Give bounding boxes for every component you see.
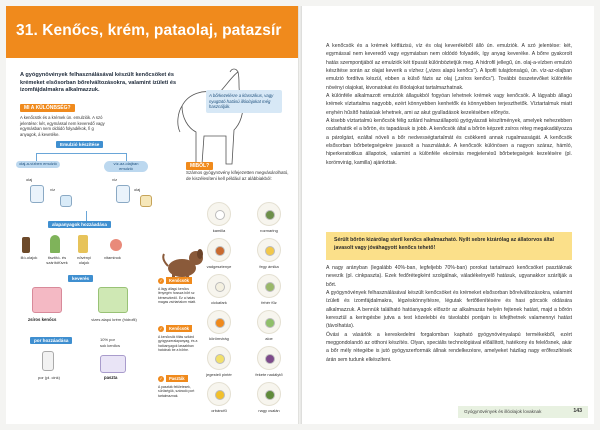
vegetable-oil-bottle-icon	[78, 235, 88, 253]
herb-illustration-icon	[207, 238, 231, 262]
herb-name: orbáncfű	[211, 408, 227, 413]
footer-book-title: Gyógynövények és illóolajok lovaknak	[464, 409, 542, 414]
herb-illustration-icon	[207, 382, 231, 406]
flow-connector	[126, 153, 127, 161]
flow-powder-note: sok kenőcs	[100, 343, 121, 348]
side-note-title-2: Kenőcsök	[166, 325, 192, 332]
beaker-icon	[116, 185, 130, 203]
left-page	[6, 6, 298, 424]
herb-item	[194, 202, 244, 238]
side-note-text-1: A lágy állagú kenőcs lényegén hossza bőrt sz kérseszkedő. Ez a hatás magas zsírtartalom miatt.	[158, 287, 197, 305]
difference-text: A kenőcsök és a krémek ún. emulziók. A szó jelentése: két, egymással nem keveredő vagy egymásban nem oldódó folyadékok, fi g anyagok, á kevetéke.	[20, 115, 105, 138]
body-text-top	[326, 42, 572, 167]
horse-icon	[174, 66, 292, 176]
body-text-bottom	[326, 264, 572, 364]
vitamin-icon	[110, 239, 122, 251]
paragraph: A kenőcsök és a krémek kétfázisú, víz és olaj keverékéből álló ún. emulziók. A szó jelentése: két, egymással nem keveredő vagy egymásban nem oldódó folyadék, így anyag keveréke. A bőrre gyakorolt hatás szempontjából az emulziók két típusát különböztetjük meg. A hidrofil jellegű, ún. olaj-a-vízben emulzió készítése során az olajat keverik a vízhez („vizes alapú kenőcs”). A lipofil tulajdonságú, ún. víz-az-olajban emulzió fordítva készül, ebben a külső fázis az olaj („zsíros kenőcs”). További összetevőket különféle növényi olajokat, kivonatokat és illóolajokat tartalmazhatnak.	[326, 43, 572, 91]
herb-name: rozmaring	[260, 228, 278, 233]
flow-pill-oil-in-water: olaj-a-vízben emulzió	[16, 161, 60, 168]
tip-text: Számos gyógynövény kifejezetten megvásárolható, de kiszélesíteni kell például az alábbiakból:	[186, 170, 289, 182]
paragraph: A kisebb víztartalmú kenőcsök félig szilárd halmazállapotú gyógyászati készítmények, amelyek nehezebben oszlathatók el a bőrön, és tapadásuk is jobb. A kenőcsök által a bőrön képzett zsíros réteg megakadályozza a párolgást, ezáltal növeli a bőr nedvességtartalmát és csökkenti annak rugalmasságát. A kenőcsök elsősorban bőrbetegségekre javasolt a használatuk. A kenőcsök különösen a nagyon száraz, hámló, hiperkeratotikus állapotok, valamint a különféle ekcémás megjelenésű bőrbetegségek kezelésére (pl. korömvirág, kamilla) ajánlottak.	[326, 118, 572, 166]
beaker-icon	[140, 195, 152, 207]
herb-name: vadgesztenye	[206, 264, 232, 269]
flow-mix-tag: keverés	[68, 275, 93, 282]
paragraph: A gyógynövények felhasználásával készült kenőcsöket és krémeket elsősorban bőrelváltozásokra, valamint ízületi és izomfájdalmakra, légzéskönnyítésre, légutak fertőtlenítésére és hasi görcsök oldására alkalmazzuk. A bennük található hatóanyagok először az alkalmazás helyén fejtenek hatást, majd a bőrön keresztül a keringésbe jutva a test közelebbi és távolabbi pontjain is kifejthetnek valamennyi hatást (távolhatás).	[326, 290, 572, 330]
flow-powder-tag: por hozzáadása	[30, 337, 72, 344]
flow-oil2-label: olaj	[134, 187, 141, 192]
side-note-title-3: Paszták	[166, 375, 188, 382]
side-note-title-1: Kenőcsök	[166, 277, 192, 284]
herb-item	[244, 238, 294, 274]
herb-name: fekete nadálytő	[255, 372, 283, 377]
paragraph: A különféle alkalmazott emulziók állagukból fogyóan lehetnek krémek vagy kenőcsök. A lágyabb állagú krémek víztartalma nagyobb, ezért könnyebben kenhetők és könnyebben terjeszthetők. Víztartalmuk miatt enyhén hűsítő hatásúak lehetnek, ami az akut gyulladások kezelésében előnyös.	[326, 93, 572, 116]
chapter-intro: A gyógynövények felhasználásával készült kenőcsöket és krémeket elsősorban bőrelváltozásokra, valamint ízületi és izomfájdalmakra alkalmazzuk.	[20, 72, 177, 94]
cream-jar-icon	[98, 287, 128, 313]
note-bullet-icon: ✓	[159, 376, 163, 381]
chapter-title-band	[6, 6, 298, 58]
herb-name: fegy ámika	[259, 264, 279, 269]
horse-illustration	[174, 66, 292, 176]
herb-item	[244, 310, 294, 346]
beaker-icon	[60, 195, 72, 207]
oil-bottle-icon	[22, 237, 30, 253]
page-number: 143	[573, 408, 582, 414]
note-bullet-icon: ✓	[159, 326, 163, 331]
flow-connector	[36, 153, 37, 161]
chapter-title: 31. Kenőcs, krém, pataolaj, patazsír	[16, 22, 282, 39]
herb-illustration-icon	[257, 346, 281, 370]
herb-name: cickafark	[211, 300, 227, 305]
flow-powder-pct: 10% por	[100, 337, 115, 342]
herb-illustration-icon	[207, 310, 231, 334]
herb-name: jegesteli pintér	[206, 372, 232, 377]
ointment-label: zsíros kenőcs	[28, 317, 57, 322]
paste-label: paszta	[104, 375, 118, 380]
herb-name: nagy csalán	[258, 408, 280, 413]
flow-veg-label: növényi olajok	[77, 255, 91, 265]
herb-item	[194, 274, 244, 310]
herb-name: körömvirág	[209, 336, 229, 341]
herb-illustration-icon	[257, 202, 281, 226]
herb-illustration-icon	[257, 274, 281, 298]
herb-item	[244, 202, 294, 238]
paragraph: A nagy arányban (legalább 40%-ban, legfeljebb 70%-ban) porokat tartalmazó kenőcsöket pasztáknak nevezik (pl. cinkpaszta). Ezek fedőrétegként szolgálnak, váladékelnyelő hatásuk, ugyanakkor szárítják a bőrt.	[326, 265, 572, 288]
flow-pill-water-in-oil: víz-az-olajban emulzió	[104, 161, 148, 172]
paragraph: Óvási a vásárlók a kereskedelmi forgalomban kapható gyógynövényalapú termékekből, ezért meggondolandó az otthoni készítés. Olyan, speciális technológiával előállított, hatékony és felelősnek, akár a bőr mély rétegébe is jutó gyógyszerformák állnak rendelkezésre, amelyeket házilag nagy erőfeszítések árán sem tudunk elkészíteni.	[326, 331, 572, 363]
flow-oil-label: olaj	[26, 177, 33, 182]
herb-illustration-icon	[257, 238, 281, 262]
flow-base-label: alapanyagok hozzáadása	[48, 221, 111, 228]
flow-vitamins-label: vitaminok	[104, 255, 121, 260]
flow-water2-label: víz	[112, 177, 118, 182]
flow-oils-label: illó-olajok	[20, 255, 38, 260]
herb-item	[244, 346, 294, 382]
herb-illustration-icon	[257, 382, 281, 406]
horse-note: A bőrkezelésre a klasszikus, vagy nyugtató hatású illóolajokat még használják.	[206, 90, 282, 113]
herb-item	[244, 274, 294, 310]
herb-item	[194, 238, 244, 274]
herb-illustration-icon	[257, 310, 281, 334]
herb-name: kamilla	[212, 228, 226, 233]
flow-connector	[36, 153, 126, 154]
paste-jar-icon	[100, 355, 126, 373]
herb-grid	[194, 202, 294, 422]
herb-item	[244, 382, 294, 418]
powder-bottle-icon	[42, 351, 54, 371]
flow-connector	[86, 211, 87, 221]
herb-item	[194, 310, 244, 346]
flow-herbs-label: tisztító- és szárítófüvek	[46, 255, 68, 265]
herb-illustration-icon	[207, 274, 231, 298]
herb-name: fehér fűz	[261, 300, 277, 305]
side-note-text-2: A kenőcsök tiltás szilárd gyógyszeralapanyag, és a hatóanyagok lassabban hatolnak be a bőrbe.	[158, 335, 198, 353]
beaker-icon	[30, 185, 44, 203]
flow-top-label: Emulzió készítése	[56, 141, 103, 148]
herb-item	[194, 382, 244, 418]
cream-label: vizes alapú krém (hidrofil)	[91, 317, 137, 322]
herb-icon	[50, 235, 60, 253]
herb-illustration-icon	[207, 346, 231, 370]
herb-illustration-icon	[207, 202, 231, 226]
page-footer	[458, 406, 588, 418]
emulsion-flow-diagram	[16, 141, 176, 391]
ointment-jar-icon	[32, 287, 62, 313]
note-bullet-icon: ✓	[159, 278, 163, 283]
right-page	[302, 6, 594, 424]
herb-name: aloe	[265, 336, 273, 341]
powder-label: por (pl. cink)	[37, 375, 60, 380]
herb-item	[194, 346, 244, 382]
tip-tag: MIBŐL?	[186, 162, 213, 170]
warning-highlight: Sérült bőrön kizárólag steril kenőcs alkalmazható. Nyílt sebre kizárólag az állatorvos által javasolt vagy jóváhagyott kenőcs tehető!	[326, 232, 572, 260]
flow-water-label: víz	[50, 187, 56, 192]
difference-tag: MI A KÜLÖNBSÉG?	[20, 104, 75, 112]
side-note-text-3: A paszták felületesek, sűrűségük, száradó port tartalmaznak.	[158, 385, 195, 398]
